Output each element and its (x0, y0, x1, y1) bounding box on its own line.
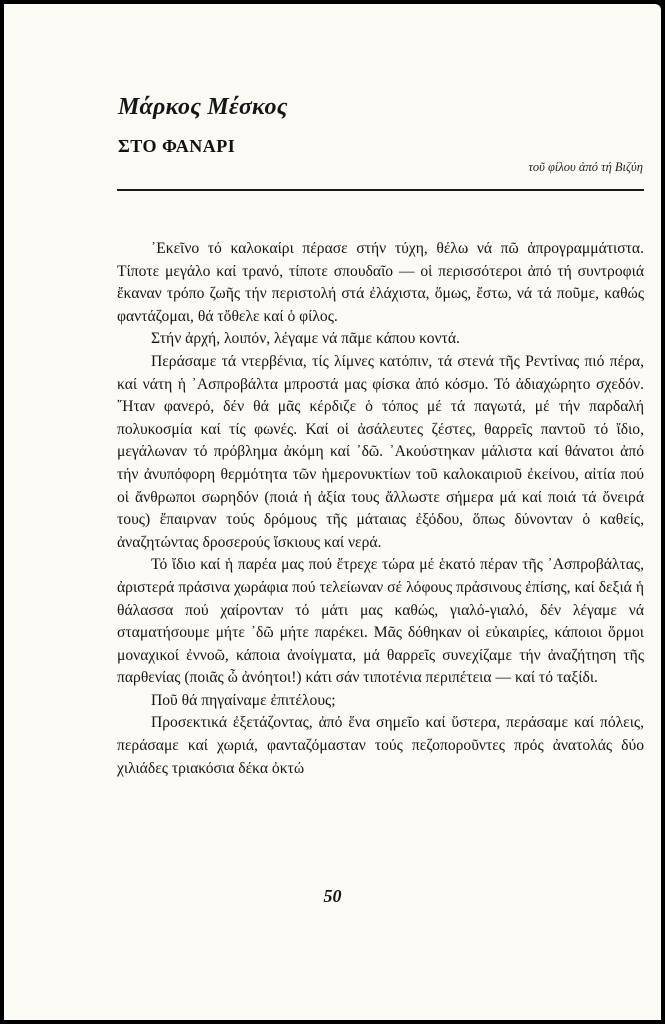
body-text (117, 238, 644, 780)
paragraph: Τό ἴδιο καί ἡ παρέα μας πού ἔτρεχε τώρα μέ ἑκατό πέραν τῆς ᾿Ασπροβάλτας, ἀριστερά πράσινα χωράφια πού τελείωναν σέ λόφους πράσινους ἐπίσης, καί δεξιά ἡ θάλασσα πού χαίρονταν τό μάτι μας καθώς, γιαλό-γιαλό, δέν λέγαμε νά σταματήσουμε μήτε ᾿δῶ μήτε παρέκει. Μᾶς δόθηκαν οἱ εὐκαιρίες, κάποιοι ὅρμοι μοναχικοί ἐννοῶ, κάποια ἀνοίγματα, μά θαρρεῖς συνεχίζαμε τήν ἀναζήτηση τῆς παρθενίας (ποιᾶς ὦ ἀνόητοι!) κάτι σάν τιποτένια περιπέτεια — καί τό ταξίδι. (117, 556, 644, 687)
paragraph: Στήν ἀρχή, λοιπόν, λέγαμε νά πᾶμε κάπου κοντά. (151, 330, 460, 348)
paragraph: Περάσαμε τά ντερβένια, τίς λίμνες κατόπιν, τά στενά τῆς Ρεντίνας πιό πέρα, καί νάτη ἡ ᾿Ασπροβάλτα μπροστά μας φίσκα ἀπό κόσμο. Τό ἀδιαχώρητο σχεδόν. ῎Ηταν φανερό, δέν θά μᾶς κέρδιζε ὁ τόπος μέ τά παγωτά, μέ τήν παρδαλή πολυκοσμία καί τίς φωνές. Καί οἱ ἀσάλευτες ζέστες, θαρρεῖς παντοῦ τό ἴδιο, μεγάλωναν τό πρόβλημα ἀκόμη καί ᾿δῶ. ᾿Ακούστηκαν μάλιστα καί θάνατοι ἀπό τήν ἀνυπόφορη θερμότητα τῶν ἡμερονυκτίων τοῦ καλοκαιριοῦ ἐκείνου, αἰτία πού οἱ ἄνθρωποι σωρηδόν (ποιά ἡ ἀξία τους ἄλλωστε σήμερα μά καί ποιά τά ὄνειρά τους) ἔπαιρναν τούς δρόμους τῆς μάταιας ἐξόδου, ὅπως δύνονταν ὁ καθείς, ἀναζητώντας δροσερούς ἴσκιους καί νερά. (117, 352, 644, 551)
paragraph: Ποῦ θά πηγαίναμε ἐπιτέλους; (151, 691, 336, 709)
book-page (4, 4, 661, 1020)
page-number: 50 (323, 886, 342, 906)
author-name: Μάρκος Μέσκος (118, 94, 288, 120)
dedication: τοῦ φίλου ἀπό τή Βιζύη (528, 160, 643, 174)
header-rule (117, 189, 644, 191)
story-title: ΣΤΟ ΦΑΝΑΡΙ (118, 136, 236, 156)
paragraph: ᾿Εκεῖνο τό καλοκαίρι πέρασε στήν τύχη, θέλω νά πῶ ἀπρογραμμάτιστα. Τίποτε μεγάλο καί τρανό, τίποτε σπουδαῖο — οἱ περισσότεροι ἀπό τή συντροφιά ἔκαναν τρόπο ζωῆς τήν περιστολή στά ἐλάχιστα, ὅμως, ἔστω, νά τά ποῦμε, καθώς φαντάζομαι, θά τὄθελε καί ὁ φίλος. (117, 240, 644, 325)
paragraph: Προσεκτικά ἐξετάζοντας, ἀπό ἕνα σημεῖο καί ὕστερα, περάσαμε καί πόλεις, περάσαμε καί χωριά, φανταζόμασταν τούς πεζοποροῦντες πρός ἀνατολάς δύο χιλιάδες τριακόσια δέκα ὀκτώ (117, 714, 644, 777)
